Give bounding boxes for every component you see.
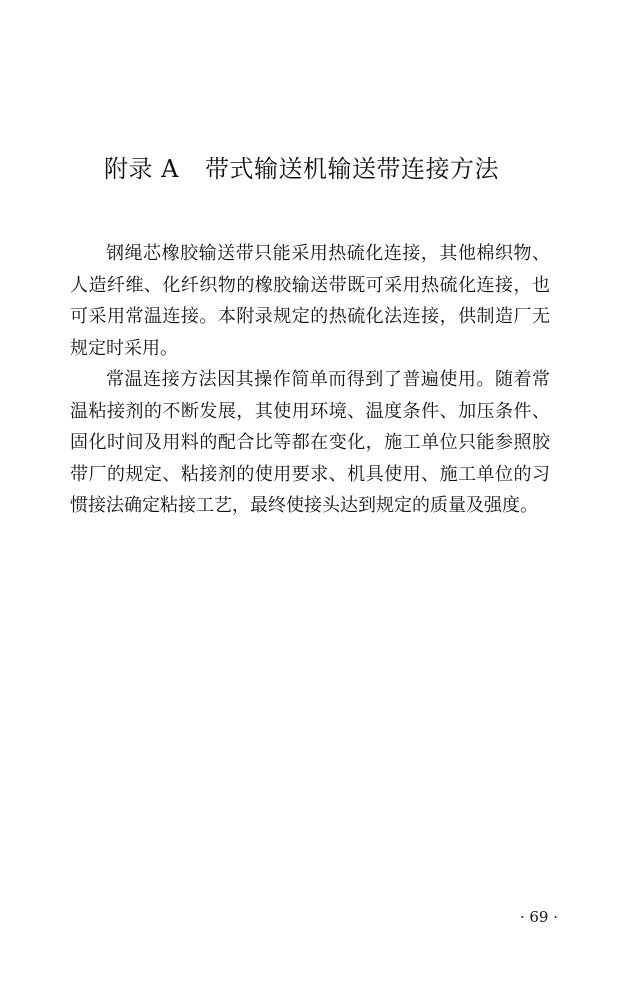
paragraph-1: 钢绳芯橡胶输送带只能采用热硫化连接，其他棉织物、人造纤维、化纤织物的橡胶输送带既可采用热硫化连接，也可采用常温连接。本附录规定的热硫化法连接，供制造厂无规定时采用。 — [70, 243, 550, 359]
body-text — [70, 238, 550, 522]
appendix-heading — [104, 154, 499, 184]
appendix-label: 附录 A — [104, 155, 179, 183]
page-number: · 69 · — [519, 908, 558, 926]
appendix-title: 带式输送机输送带连接方法 — [204, 155, 499, 183]
paragraph-2: 常温连接方法因其操作简单而得到了普遍使用。随着常温粘接剂的不断发展，其使用环境、温度条件、加压条件、固化时间及用料的配合比等都在变化，施工单位只能参照胶带厂的规定、粘接剂的使用要求、机具使用、施工单位的习惯接法确定粘接工艺，最终使接头达到规定的质量及强度。 — [70, 369, 550, 516]
